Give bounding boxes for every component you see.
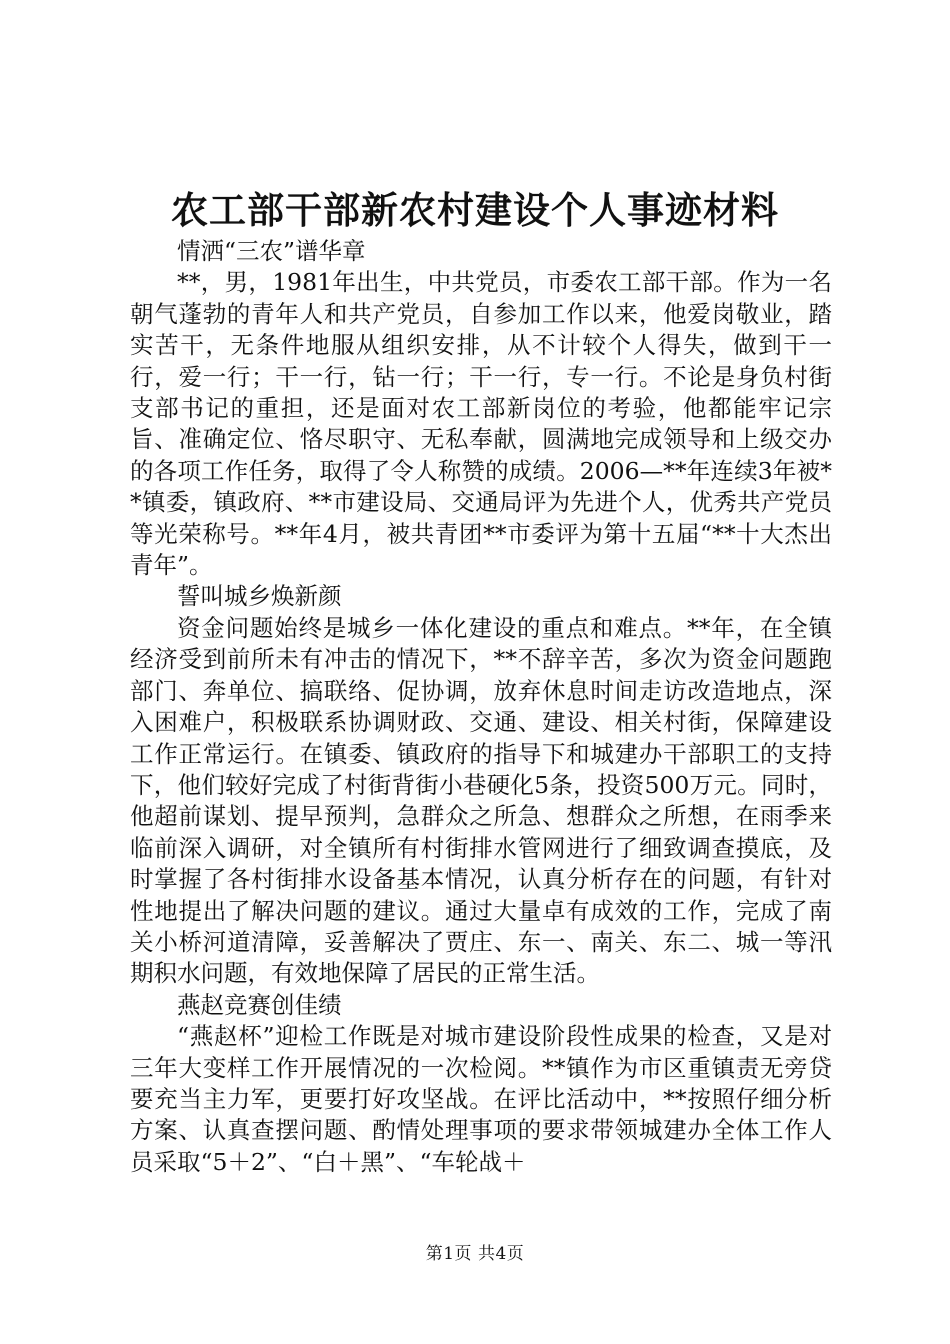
section-paragraph: “燕赵杯”迎检工作既是对城市建设阶段性成果的检查，又是对三年大变样工作开展情况的一次检阅。**镇作为市区重镇责无旁贷要充当主力军，更要打好攻坚战。在评比活动中，**按照仔细分析方案、认真查摆问题、酌情处理事项的要求带领城建办全体工作人员采取“5＋2”、“白＋黑”、“车轮战＋ <box>130 1022 832 1176</box>
document-title: 农工部干部新农村建设个人事迹材料 <box>171 188 779 232</box>
document-body <box>130 236 832 1178</box>
section-heading: 情洒“三农”谱华章 <box>177 237 366 265</box>
section-heading: 誓叫城乡焕新颜 <box>177 582 342 611</box>
section-heading: 燕赵竞赛创佳绩 <box>177 990 342 1019</box>
section-paragraph: 资金问题始终是城乡一体化建设的重点和难点。**年，在全镇经济受到前所未有冲击的情况下，**不辞辛苦，多次为资金问题跑部门、奔单位、搞联络、促协调，放弃休息时间走访改造地点，深入困难户，积极联系协调财政、交通、建设、相关村街，保障建设工作正常运行。在镇委、镇政府的指导下和城建办干部职工的支持下，他们较好完成了村街背街小巷硬化5条，投资500万元。同时，他超前谋划、提早预判，急群众之所急、想群众之所想，在雨季来临前深入调研，对全镇所有村街排水管网进行了细致调查摸底，及时掌握了各村街排水设备基本情况，认真分析存在的问题，有针对性地提出了解决问题的建议。通过大量卓有成效的工作，完成了南关小桥河道清障，妥善解决了贾庄、东一、南关、东二、城一等汛期积水问题，有效地保障了居民的正常生活。 <box>130 613 832 988</box>
section-paragraph: **，男，1981年出生，中共党员，市委农工部干部。作为一名朝气蓬勃的青年人和共产党员，自参加工作以来，他爱岗敬业，踏实苦干，无条件地服从组织安排，从不计较个人得失，做到干一行，爱一行；干一行，钻一行；干一行，专一行。不论是身负村街支部书记的重担，还是面对农工部新岗位的考验，他都能牢记宗旨、准确定位、恪尽职守、无私奉献，圆满地完成领导和上级交办的各项工作任务，取得了令人称赞的成绩。2006—**年连续3年被**镇委，镇政府、**市建设局、交通局评为先进个人，优秀共产党员等光荣称号。**年4月，被共青团**市委评为第十五届“**十大杰出青年”。 <box>130 268 832 580</box>
page-number-footer: 第1页 共4页 <box>425 1244 525 1264</box>
